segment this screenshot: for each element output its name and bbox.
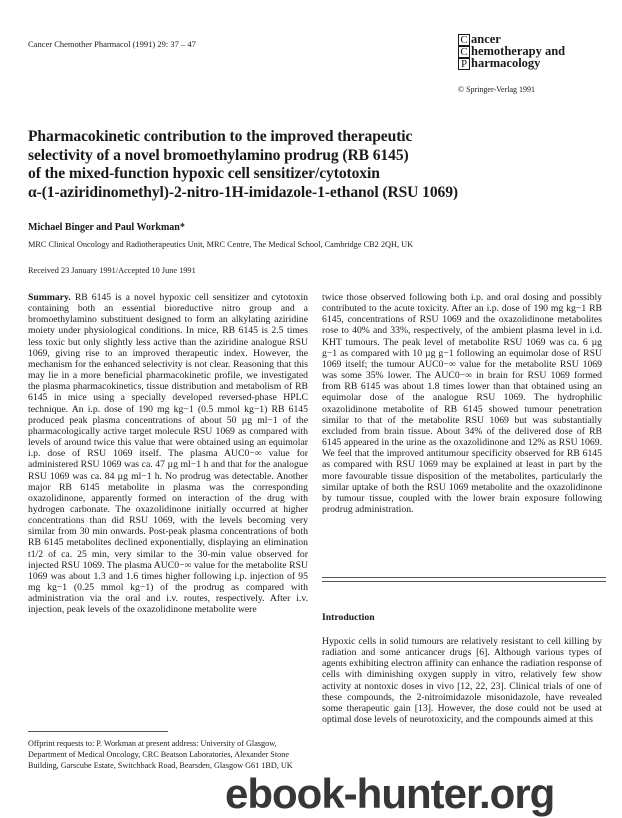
copyright-notice: © Springer-Verlag 1991 (458, 85, 536, 94)
introduction-text: Hypoxic cells in solid tumours are relatively resistant to cell killing by radiation and some anticancer drugs [6]. Although various types of agents exhibiting electron affinity can enhance the radiation response of cells with diminishing oxygen supply in vitro, relatively few show activity at nontoxic doses in vivo [12, 22, 23]. Clinical trials of one of these compounds, the 2-nitroimidazole misonidazole, have revealed some therapeutic gain [13]. However, the dose could not be used at optimal dose levels of neurotoxicity, and the compounds aimed at this (322, 636, 602, 726)
paper-title (28, 128, 598, 202)
logo-text-3: harmacology (471, 56, 541, 70)
abstract-left-column (28, 292, 308, 616)
abstract-label: Summary. (28, 292, 71, 303)
title-line-3: of the mixed-function hypoxic cell sensitizer/cytotoxin (28, 165, 380, 182)
offprint-footnote: Offprint requests to: P. Workman at present address: University of Glasgow, Department of Medical Oncology, CRC Beatson Laboratories, Alexander Stone Building, Garscube Estate, Switchback Road, Bearsden, Glasgow G61 1BD, UK (28, 739, 293, 770)
logo-cap-p: P (458, 58, 470, 70)
logo-text-1: ancer (471, 32, 501, 46)
logo-cap-c1: C (458, 34, 470, 46)
section-divider-bottom (322, 581, 606, 582)
journal-citation: Cancer Chemother Pharmacol (1991) 29: 37 – 47 (28, 39, 196, 49)
abstract-text-left: RB 6145 is a novel hypoxic cell sensitizer and cytotoxin containing both an essential bioreductive nitro group and a bromoethylamino substituent designed to form an alkylating aziridine moiety under physiological conditions. In mice, RB 6145 is 2.5 times less toxic but only slightly less active than the aziridine analogue RSU 1069, giving rise to an improved therapeutic index. However, the mechanism for the enhanced selectivity is not clear. Reasoning that this may lie in a more beneficial pharmacokinetic profile, we investigated the plasma pharmacokinetics, tissue distribution and metabolism of RB 6145 in mice using a specially developed reversed-phase HPLC technique. An i.p. dose of 190 mg kg−1 (0.5 mmol kg−1) RB 6145 produced peak plasma concentrations of about 50 µg ml−1 of the pharmacologically active target molecule RSU 1069 as compared with levels of around twice this value that were obtained using an equimolar i.p. dose of RSU 1069 itself. The plasma AUC0−∞ value for administered RSU 1069 was ca. 47 µg ml−1 h and that for the analogue RSU 1069 was ca. 84 µg ml−1 h. No prodrug was detectable. Another major RB 6145 metabolite in plasma was the corresponding oxazolidinone, apparently formed on interaction of the drug with hydrogen carbonate. The oxazolidinone initially occurred at higher concentrations than did RSU 1069, with the levels becoming very similar from 30 min onwards. Post-peak plasma concentrations of both RB 6145 metabolites declined exponentially, displaying an elimination t1/2 of ca. 25 min, very similar to the 30-min value observed for injected RSU 1069. The plasma AUC0−∞ value for the metabolite RSU 1069 was about 1.3 and 1.6 times higher following i.p. injection of 95 mg kg−1 (0.25 mmol kg−1) of the prodrug as compared with administration via the oral and i.v. routes, respectively. After i.v. injection, peak levels of the oxazolidinone metabolite were (28, 292, 308, 616)
title-line-4: α-(1-aziridinomethyl)-2-nitro-1H-imidazole-1-ethanol (RSU 1069) (28, 183, 459, 201)
logo-line-3 (458, 58, 608, 70)
logo-cap-c2: C (458, 46, 470, 58)
logo-text-2: hemotherapy and (471, 44, 566, 58)
authors: Michael Binger and Paul Workman* (28, 222, 185, 233)
abstract-text-right: twice those observed following both i.p. and oral dosing and possibly contributed to the acute toxicity. After an i.p. dose of 190 mg kg−1 RB 6145, concentrations of RSU 1069 and the oxazolidinone metabolites rose to 40% and 33%, respectively, of the ambient plasma level in i.d. KHT tumours. The peak level of metabolite RSU 1069 was ca. 6 µg g−1 as compared with 10 µg g−1 following an equimolar dose of RSU 1069 itself; the tumour AUC0−∞ value for the metabolite RSU 1069 was some 35% lower. The AUC0−∞ in brain for RSU 1069 formed from RB 6145 was about 1.8 times lower than that obtained using an equimolar dose of the analogue RSU 1069. The hydrophilic oxazolidinone metabolite of RB 6145 showed tumour penetration similar to that of the metabolite RSU 1069 but was substantially excluded from brain tissue. About 34% of the delivered dose of RB 6145 appeared in the urine as the oxazolidinone and 12% as RSU 1069. We feel that the improved antitumour specificity observed for RB 6145 as compared with RSU 1069 may be explained at least in part by the more favourable tissue disposition of the metabolites, particularly the similar uptake of both the RSU 1069 metabolite and the oxazolidinone by tumour tissue, coupled with the lower brain exposure following prodrug administration. (322, 292, 602, 515)
section-divider-top (322, 577, 606, 578)
journal-logo (458, 34, 608, 70)
title-line-1: Pharmacokinetic contribution to the improved therapeutic (28, 128, 413, 145)
abstract-right-column (322, 292, 602, 515)
abstract-paragraph (28, 292, 308, 616)
title-line-2: selectivity of a novel bromoethylamino prodrug (RB 6145) (28, 146, 409, 164)
watermark: ebook-hunter.org (225, 770, 555, 817)
affiliation: MRC Clinical Oncology and Radiotherapeutics Unit, MRC Centre, The Medical School, Cambridge CB2 2QH, UK (28, 240, 414, 249)
received-date: Received 23 January 1991/Accepted 10 June 1991 (28, 266, 196, 275)
footnote-rule (28, 731, 168, 732)
introduction-heading: Introduction (322, 612, 375, 623)
